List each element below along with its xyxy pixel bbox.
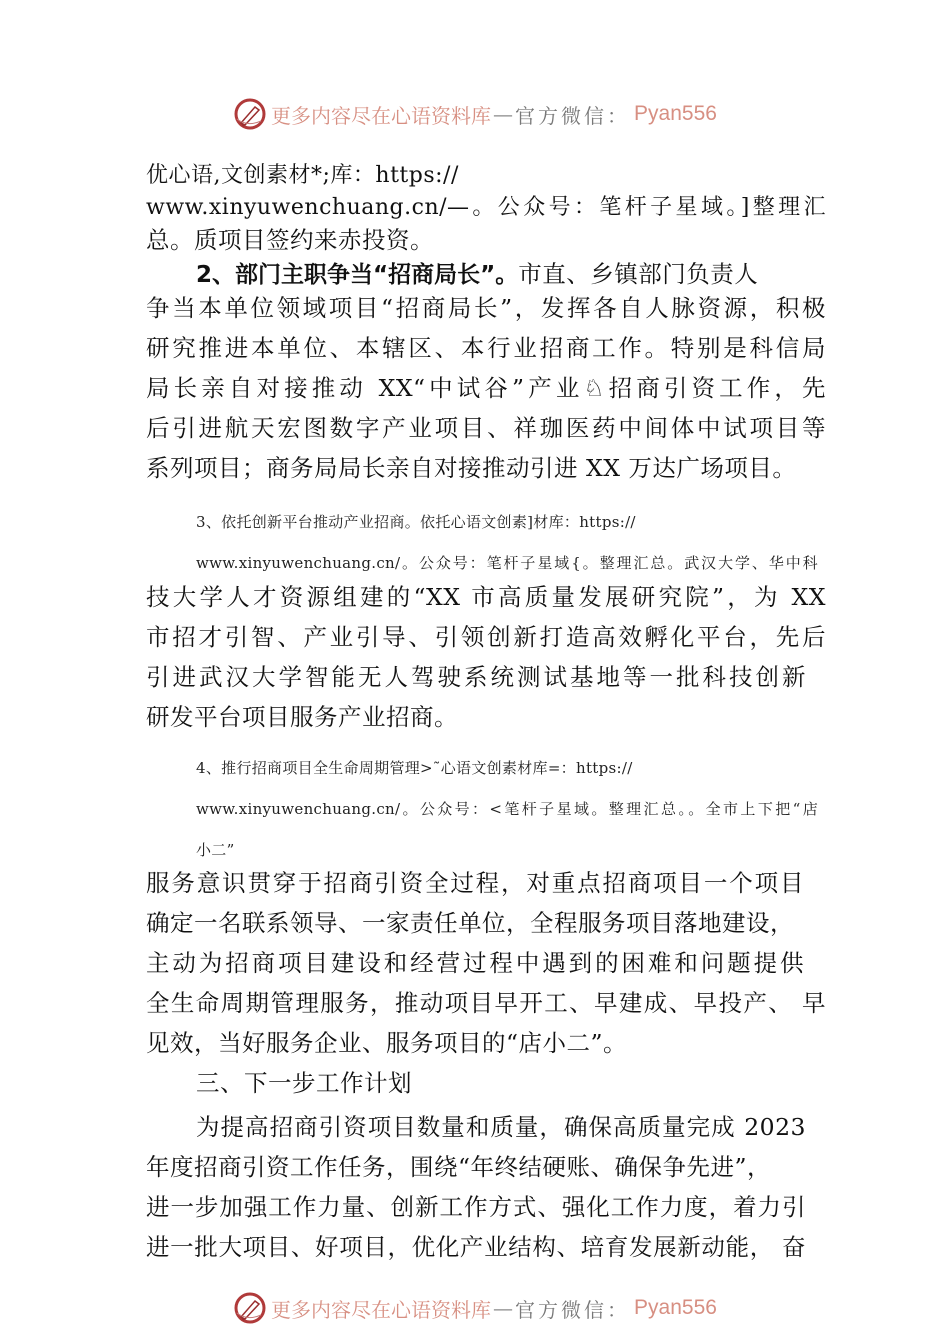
doc-line: 研发平台项目服务产业招商。 (146, 703, 458, 731)
banner-brand-text: 更多内容尽在心语资料库 (271, 1297, 492, 1322)
pen-logo-icon (233, 97, 267, 131)
item-2-heading: 2、部门主职争当“招商局长”。 (196, 262, 519, 288)
doc-line: 市招才引智、产业引导、引领创新打造高效孵化平台，先后 (146, 623, 826, 651)
doc-line-small: 3、依托创新平台推动产业招商。依托心语文创素]材库：https:// (196, 513, 636, 531)
banner-wechat-label: 官方微信： (515, 103, 631, 128)
doc-line: 技大学人才资源组建的“XX 市高质量发展研究院”，为 XX (146, 583, 826, 611)
item-2-heading-line (196, 259, 876, 290)
doc-line: 全生命周期管理服务，推动项目早开工、早建成、早投产、 早 (146, 989, 826, 1017)
doc-line-small: www.xinyuwenchuang.cn/。公众号：<笔杆子星域。整理汇总。。全市上下把“店 (196, 800, 818, 818)
header-banner (0, 94, 950, 134)
doc-line: 总。质项目签约来赤投资。 (146, 226, 434, 254)
banner-dash: — (493, 1296, 514, 1320)
pen-logo-icon (233, 1291, 267, 1325)
banner-wechat-label: 官方微信： (515, 1297, 631, 1322)
item-2-heading-rest: 市直、乡镇部门负责人 (518, 260, 759, 288)
doc-line: 引进武汉大学智能无人驾驶系统测试基地等一批科技创新 (146, 663, 806, 691)
doc-line: 进一批大项目、好项目，优化产业结构、培育发展新动能， 奋 (146, 1233, 806, 1261)
doc-line: 服务意识贯穿于招商引资全过程，对重点招商项目一个项目 (146, 869, 804, 897)
banner-wechat-id: Pyan556 (634, 102, 717, 125)
section-3-heading: 三、下一步工作计划 (196, 1069, 412, 1097)
doc-line-small: 小二” (196, 841, 235, 859)
doc-line: 年度招商引资工作任务，围绕“年终结硬账、确保争先进”， (146, 1153, 772, 1181)
doc-line: 研究推进本单位、本辖区、本行业招商工作。特别是科信局 (146, 334, 826, 362)
doc-line: 系列项目；商务局局长亲自对接推动引进 XX 万达广场项目。 (146, 454, 797, 482)
doc-line: 优心语,文创素材*;库：https:// (146, 163, 459, 188)
doc-line-small: 4、推行招商项目全生命周期管理>˜心语文创素材库=：https:// (196, 759, 633, 777)
doc-line: 局长亲自对接推动 XX“中试谷”产业♘招商引资工作，先 (146, 374, 826, 402)
doc-line: 主动为招商项目建设和经营过程中遇到的困难和问题提供 (146, 949, 804, 977)
doc-line: 进一步加强工作力量、创新工作方式、强化工作力度，着力引 (146, 1193, 806, 1221)
doc-line-small: www.xinyuwenchuang.cn/。公众号：笔杆子星域{。整理汇总。武汉大学、华中科 (196, 554, 818, 572)
doc-line: 见效，当好服务企业、服务项目的“店小二”。 (146, 1029, 628, 1057)
doc-line: www.xinyuwenchuang.cn/—。公众号：笔杆子星域。]整理汇 (146, 195, 826, 220)
banner-dash: — (493, 102, 514, 126)
banner-wechat-id: Pyan556 (634, 1296, 717, 1319)
footer-banner (0, 1288, 950, 1328)
doc-line: 后引进航天宏图数字产业项目、祥珈医药中间体中试项目等 (146, 414, 826, 442)
doc-line: 为提高招商引资项目数量和质量，确保高质量完成 2023 (196, 1113, 806, 1141)
doc-line: 确定一名联系领导、一家责任单位，全程服务项目落地建设， (146, 909, 794, 937)
doc-line: 争当本单位领域项目“招商局长”，发挥各自人脉资源，积极 (146, 294, 826, 322)
banner-brand-text: 更多内容尽在心语资料库 (271, 103, 492, 128)
